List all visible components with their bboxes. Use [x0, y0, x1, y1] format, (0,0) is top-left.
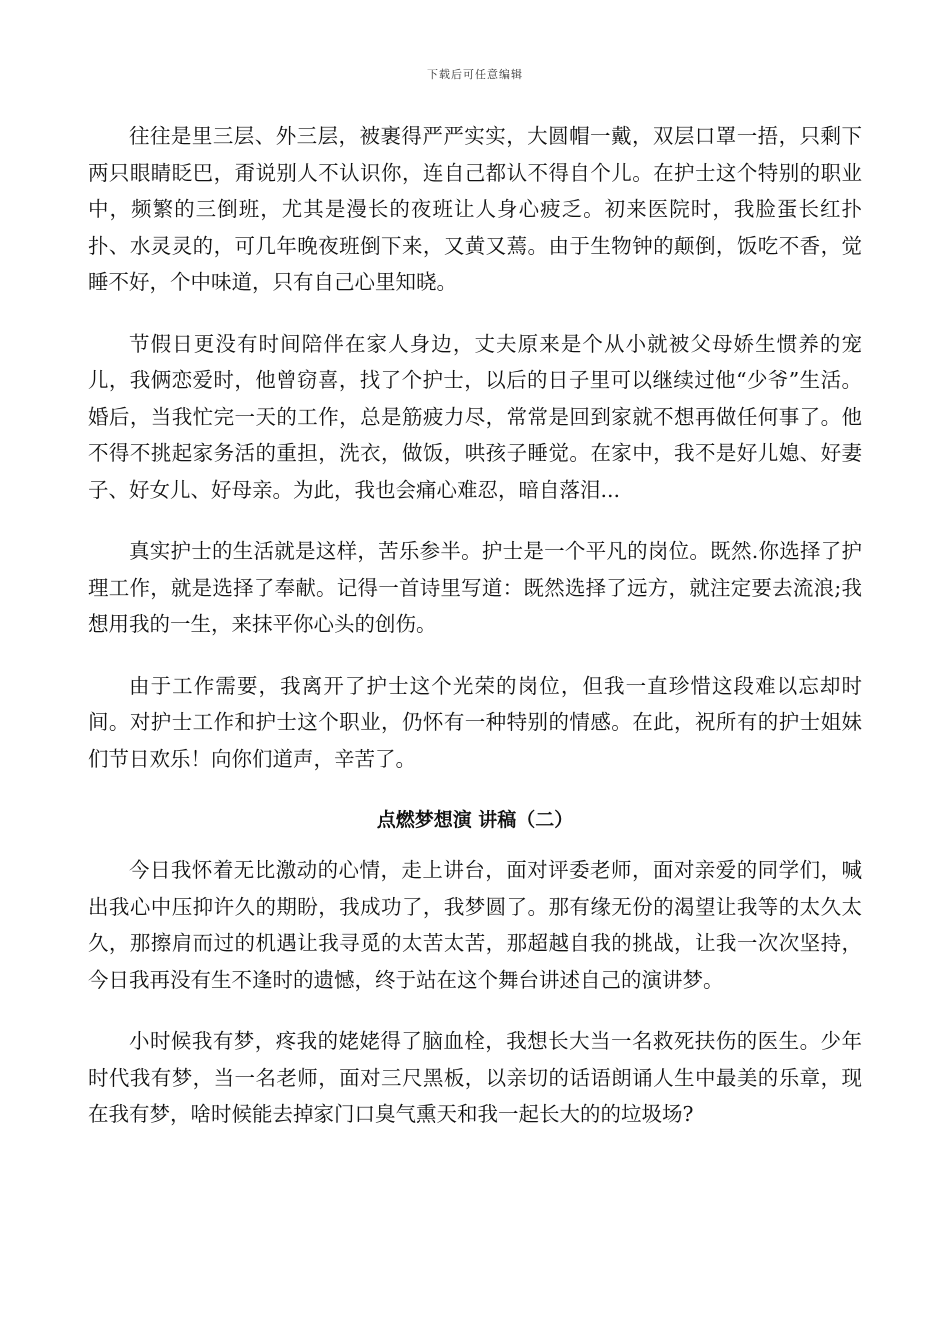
paragraph: 真实护士的生活就是这样，苦乐参半。护士是一个平凡的岗位。既然.你选择了护理工作，就是选择了奉献。记得一首诗里写道：既然选择了远方，就注定要去流浪;我想用我的一生，来抹平你心头的创伤。 [88, 539, 862, 636]
paragraph: 节假日更没有时间陪伴在家人身边，丈夫原来是个从小就被父母娇生惯养的宠儿，我俩恋爱时，他曾窃喜，找了个护士，以后的日子里可以继续过他“少爷”生活。婚后，当我忙完一天的工作，总是筋疲力尽，常常是回到家就不想再做任何事了。他不得不挑起家务活的重担，洗衣，做饭，哄孩子睡觉。在家中，我不是好儿媳、好妻子、好女儿、好母亲。为此，我也会痛心难忍，暗自落泪... [88, 331, 862, 502]
paragraph: 今日我怀着无比激动的心情，走上讲台，面对评委老师，面对亲爱的同学们，喊出我心中压抑许久的期盼，我成功了，我梦圆了。那有缘无份的渴望让我等的太久太久，那擦肩而过的机遇让我寻觅的太苦太苦，那超越自我的挑战，让我一次次坚持，今日我再没有生不逢时的遗憾，终于站在这个舞台讲述自己的演讲梦。 [88, 858, 862, 992]
section-title: 点燃梦想演 讲稿（二） [376, 809, 574, 831]
paragraph: 小时候我有梦，疼我的姥姥得了脑血栓，我想长大当一名救死扶伤的医生。少年时代我有梦，当一名老师，面对三尺黑板，以亲切的话语朗诵人生中最美的乐章，现在我有梦，啥时候能去掉家门口臭气熏天和我一起长大的的垃圾场? [88, 1029, 862, 1126]
paragraph: 往往是里三层、外三层，被裹得严严实实，大圆帽一戴，双层口罩一捂，只剩下两只眼睛眨巴，甭说别人不认识你，连自己都认不得自个儿。在护士这个特别的职业中，频繁的三倒班，尤其是漫长的夜班让人身心疲乏。初来医院时，我脸蛋长红扑扑、水灵灵的，可几年晚夜班倒下来，又黄又蔫。由于生物钟的颠倒，饭吃不香，觉睡不好，个中味道，只有自己心里知晓。 [88, 124, 862, 294]
page-header: 下载后可任意编辑 [427, 68, 523, 81]
document-body [88, 118, 862, 1158]
paragraph: 由于工作需要，我离开了护士这个光荣的岗位，但我一直珍惜这段难以忘却时间。对护士工作和护士这个职业，仍怀有一种特别的情感。在此，祝所有的护士姐妹们节日欢乐！向你们道声，辛苦了。 [88, 673, 862, 771]
